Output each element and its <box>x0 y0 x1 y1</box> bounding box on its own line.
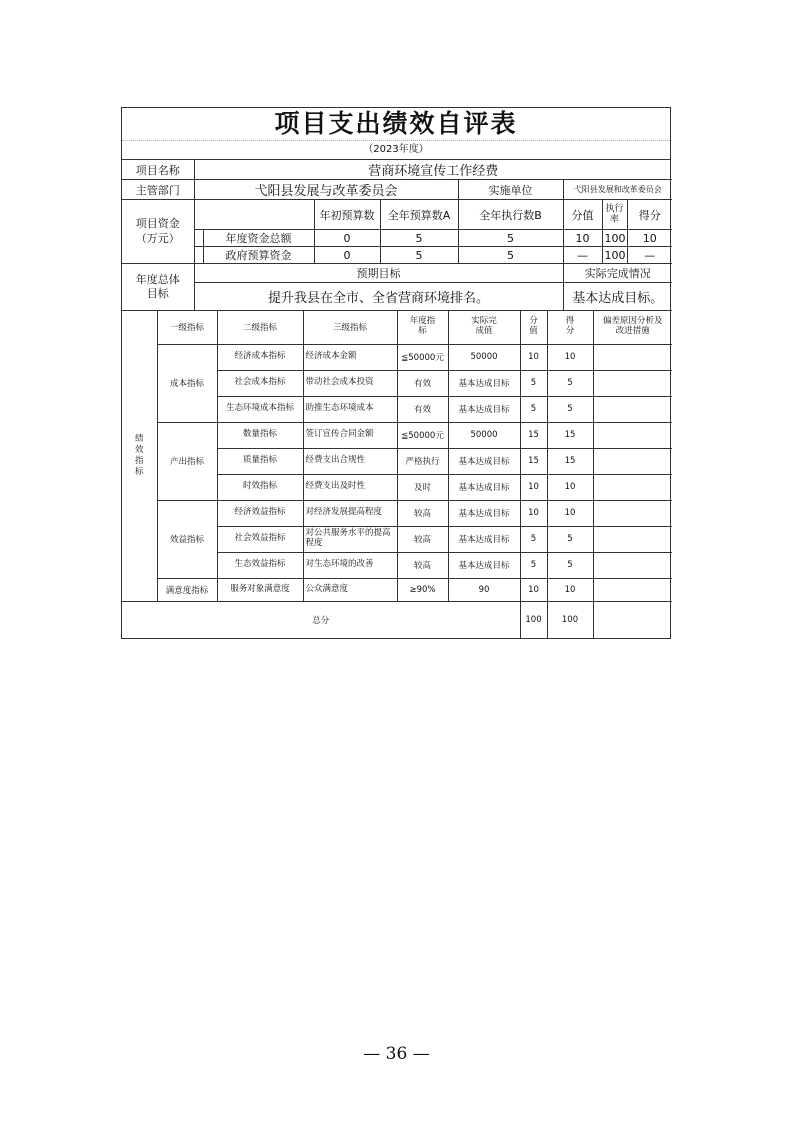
level1-cell: 效益指标 <box>157 500 217 578</box>
executed-header: 全年执行数B <box>458 200 563 230</box>
funds-row-score: — <box>627 247 672 264</box>
level1-header: 一级指标 <box>157 311 217 344</box>
expected-goal-value: 提升我县在全市、全省营商环境排名。 <box>194 283 563 311</box>
exec-rate-header: 执行率 <box>602 200 627 230</box>
score-value-cell: 5 <box>520 552 547 578</box>
indicator-row <box>122 422 672 448</box>
indicator-row <box>122 344 672 370</box>
funds-row-executed: 5 <box>458 247 563 264</box>
score-cell: 5 <box>547 396 593 422</box>
level2-cell: 时效指标 <box>217 474 303 500</box>
full-year-budget-header: 全年预算数A <box>380 200 458 230</box>
level3-cell: 助推生态环境成本 <box>303 396 397 422</box>
deviation-cell <box>593 396 672 422</box>
funds-row-score-value: — <box>563 247 602 264</box>
actual-value-header: 实际完成值 <box>448 311 520 344</box>
score-header: 得分 <box>627 200 672 230</box>
annual-target-cell: 有效 <box>397 396 448 422</box>
total-row <box>122 601 672 638</box>
actual-value-cell: 90 <box>448 578 520 601</box>
actual-value-cell: 50000 <box>448 344 520 370</box>
funds-row-exec-rate: 100 <box>602 247 627 264</box>
impl-unit-value: 弋阳县发展和改革委员会 <box>563 180 672 200</box>
actual-status-header: 实际完成情况 <box>563 264 672 283</box>
score-cell: 10 <box>547 344 593 370</box>
score-value-cell: 5 <box>520 396 547 422</box>
score-value-cell: 5 <box>520 370 547 396</box>
level3-header: 三级指标 <box>303 311 397 344</box>
performance-table <box>122 311 672 638</box>
funds-row-initial: 0 <box>314 230 380 247</box>
annual-target-cell: ≦50000元 <box>397 344 448 370</box>
level3-cell: 公众满意度 <box>303 578 397 601</box>
funds-label: 项目资金 （万元） <box>122 200 194 264</box>
level2-cell: 经济成本指标 <box>217 344 303 370</box>
level3-cell: 带动社会成本投资 <box>303 370 397 396</box>
performance-side-label: 绩效指标 <box>122 311 157 601</box>
total-score: 100 <box>547 601 593 638</box>
deviation-cell <box>593 370 672 396</box>
project-name-value: 营商环境宣传工作经费 <box>194 160 672 180</box>
funds-row-executed: 5 <box>458 230 563 247</box>
form-subtitle: （2023年度） <box>122 141 670 160</box>
indicator-row <box>122 578 672 601</box>
level2-header: 二级指标 <box>217 311 303 344</box>
funds-row-full-year: 5 <box>380 247 458 264</box>
funds-row-score-value: 10 <box>563 230 602 247</box>
funds-row-blank <box>194 230 203 247</box>
form-title: 项目支出绩效自评表 <box>122 108 670 141</box>
total-deviation <box>593 601 672 638</box>
funds-row-blank <box>194 247 203 264</box>
annual-target-cell: 较高 <box>397 552 448 578</box>
level3-cell: 对生态环境的改善 <box>303 552 397 578</box>
deviation-cell <box>593 448 672 474</box>
deviation-header: 偏差原因分析及改进措施 <box>593 311 672 344</box>
annual-target-header: 年度指标 <box>397 311 448 344</box>
score-value-header: 分值 <box>520 311 547 344</box>
project-name-label: 项目名称 <box>122 160 194 180</box>
dept-label: 主管部门 <box>122 180 194 200</box>
indicator-row <box>122 500 672 526</box>
deviation-cell <box>593 552 672 578</box>
actual-value-cell: 基本达成目标 <box>448 526 520 552</box>
deviation-cell <box>593 474 672 500</box>
funds-row-exec-rate: 100 <box>602 230 627 247</box>
annual-target-cell: ≦50000元 <box>397 422 448 448</box>
overall-goal-label: 年度总体目标 <box>122 264 194 311</box>
score-cell: 10 <box>547 500 593 526</box>
deviation-cell <box>593 422 672 448</box>
level2-cell: 社会成本指标 <box>217 370 303 396</box>
level1-cell: 成本指标 <box>157 344 217 422</box>
total-label: 总分 <box>122 601 520 638</box>
deviation-cell <box>593 344 672 370</box>
annual-target-cell: 有效 <box>397 370 448 396</box>
actual-value-cell: 基本达成目标 <box>448 370 520 396</box>
annual-target-cell: 严格执行 <box>397 448 448 474</box>
actual-value-cell: 基本达成目标 <box>448 474 520 500</box>
annual-target-cell: 较高 <box>397 526 448 552</box>
expected-goal-header: 预期目标 <box>194 264 563 283</box>
actual-value-cell: 基本达成目标 <box>448 396 520 422</box>
score-cell: 5 <box>547 552 593 578</box>
actual-value-cell: 基本达成目标 <box>448 552 520 578</box>
level1-cell: 产出指标 <box>157 422 217 500</box>
score-value-cell: 10 <box>520 500 547 526</box>
score-value-cell: 10 <box>520 578 547 601</box>
level2-cell: 生态环境成本指标 <box>217 396 303 422</box>
funds-row-label: 政府预算资金 <box>203 247 314 264</box>
deviation-cell <box>593 500 672 526</box>
score-value-cell: 10 <box>520 344 547 370</box>
deviation-cell <box>593 578 672 601</box>
actual-status-value: 基本达成目标。 <box>563 283 672 311</box>
funds-row-label: 年度资金总额 <box>203 230 314 247</box>
funds-blank-header <box>194 200 314 230</box>
score-cell: 15 <box>547 422 593 448</box>
level3-cell: 经费支出及时性 <box>303 474 397 500</box>
impl-unit-label: 实施单位 <box>458 180 563 200</box>
annual-target-cell: ≥90% <box>397 578 448 601</box>
level3-cell: 经费支出合规性 <box>303 448 397 474</box>
level3-cell: 对公共服务水平的提高程度 <box>303 526 397 552</box>
level2-cell: 质量指标 <box>217 448 303 474</box>
score-cell: 15 <box>547 448 593 474</box>
score-value-cell: 10 <box>520 474 547 500</box>
score-cell: 5 <box>547 370 593 396</box>
total-score-value: 100 <box>520 601 547 638</box>
score-cell: 5 <box>547 526 593 552</box>
initial-budget-header: 年初预算数 <box>314 200 380 230</box>
level3-cell: 对经济发展提高程度 <box>303 500 397 526</box>
score-cell: 10 <box>547 578 593 601</box>
annual-target-cell: 较高 <box>397 500 448 526</box>
project-info-table <box>122 160 672 311</box>
score-value-cell: 15 <box>520 422 547 448</box>
funds-row-initial: 0 <box>314 247 380 264</box>
funds-row-score: 10 <box>627 230 672 247</box>
score-value-cell: 5 <box>520 526 547 552</box>
dept-value: 弋阳县发展与改革委员会 <box>194 180 458 200</box>
page-number: — 36 — <box>363 1044 430 1064</box>
level2-cell: 数量指标 <box>217 422 303 448</box>
annual-target-cell: 及时 <box>397 474 448 500</box>
score-cell: 10 <box>547 474 593 500</box>
level2-cell: 生态效益指标 <box>217 552 303 578</box>
score-value-header: 分值 <box>563 200 602 230</box>
actual-value-cell: 基本达成目标 <box>448 500 520 526</box>
score-header: 得分 <box>547 311 593 344</box>
level2-cell: 经济效益指标 <box>217 500 303 526</box>
actual-value-cell: 50000 <box>448 422 520 448</box>
self-evaluation-form <box>121 107 671 639</box>
level2-cell: 社会效益指标 <box>217 526 303 552</box>
actual-value-cell: 基本达成目标 <box>448 448 520 474</box>
level2-cell: 服务对象满意度 <box>217 578 303 601</box>
level3-cell: 经济成本金额 <box>303 344 397 370</box>
deviation-cell <box>593 526 672 552</box>
level1-cell: 满意度指标 <box>157 578 217 601</box>
funds-row-full-year: 5 <box>380 230 458 247</box>
level3-cell: 签订宣传合同金额 <box>303 422 397 448</box>
score-value-cell: 15 <box>520 448 547 474</box>
